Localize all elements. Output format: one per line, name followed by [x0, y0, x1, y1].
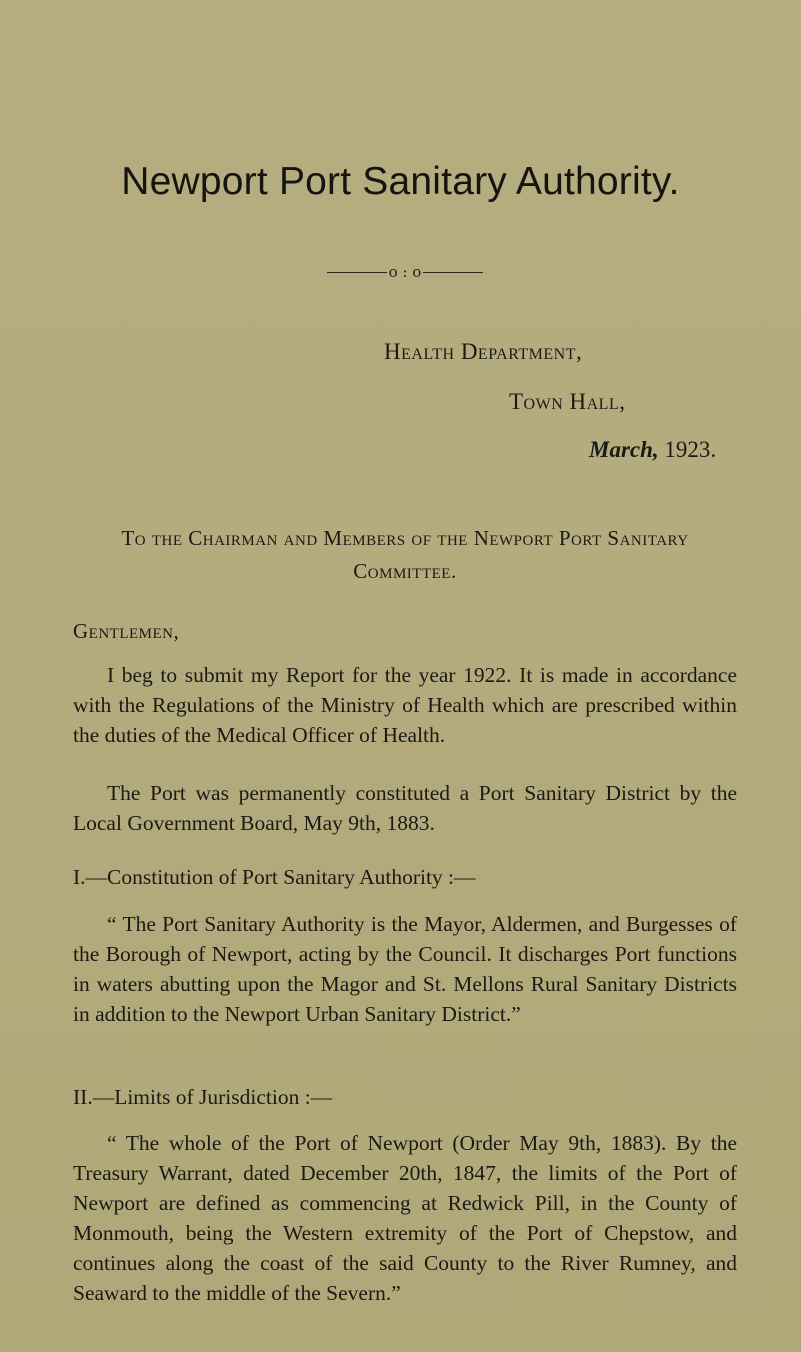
greeting: Gentlemen, [73, 619, 180, 643]
paragraph-constituted [73, 778, 737, 838]
letterhead-department: Health Department, [384, 339, 583, 364]
paragraph-intro-text: I beg to submit my Report for the year 1922. It is made in accordance with the Regulations of the Ministry of Health which are prescribed within the duties of the Medical Officer of Health. [73, 663, 737, 747]
letterhead-place: Town Hall, [509, 389, 626, 414]
paragraph-constituted-text: The Port was permanently constituted a Port Sanitary District by the Local Government Board, May 9th, 1883. [73, 781, 737, 835]
section-heading-constitution: I.—Constitution of Port Sanitary Authority :— [73, 865, 476, 889]
section-quote-jurisdiction-text: “ The whole of the Port of Newport (Order May 9th, 1883). By the Treasury Warrant, dated December 20th, 1847, the limits of the Port of Newport are defined as commencing at Redwick Pill, in the County of Monmouth, being the Western extremity of the Port of Chepstow, and continues along the coast of the said County to the River Rumney, and Seaward to the middle of the Severn.” [73, 1131, 737, 1305]
ornament-mark: o : o [388, 262, 422, 281]
ornament-rule-left [327, 272, 387, 273]
section-quote-jurisdiction [73, 1128, 737, 1308]
section-quote-constitution-text: “ The Port Sanitary Authority is the Mayor, Aldermen, and Burgesses of the Borough of Newport, acting by the Council. It discharges Port functions in waters abutting upon the Magor and St. Mellons Rural Sanitary Districts in addition to the Newport Urban Sanitary District.” [73, 912, 737, 1026]
letterhead-date [589, 437, 716, 463]
ornament-rule-right [423, 272, 483, 273]
title-ornament [325, 262, 485, 282]
letterhead-date-year: 1923. [664, 437, 717, 462]
section-heading-jurisdiction: II.—Limits of Jurisdiction :— [73, 1085, 333, 1109]
section-quote-constitution [73, 909, 737, 1029]
salutation-address: To the Chairman and Members of the Newport Port Sanitary Committee. [121, 526, 689, 583]
paragraph-intro [73, 660, 737, 750]
document-title: Newport Port Sanitary Authority. [121, 160, 680, 203]
letterhead-date-month: March, [589, 437, 659, 462]
